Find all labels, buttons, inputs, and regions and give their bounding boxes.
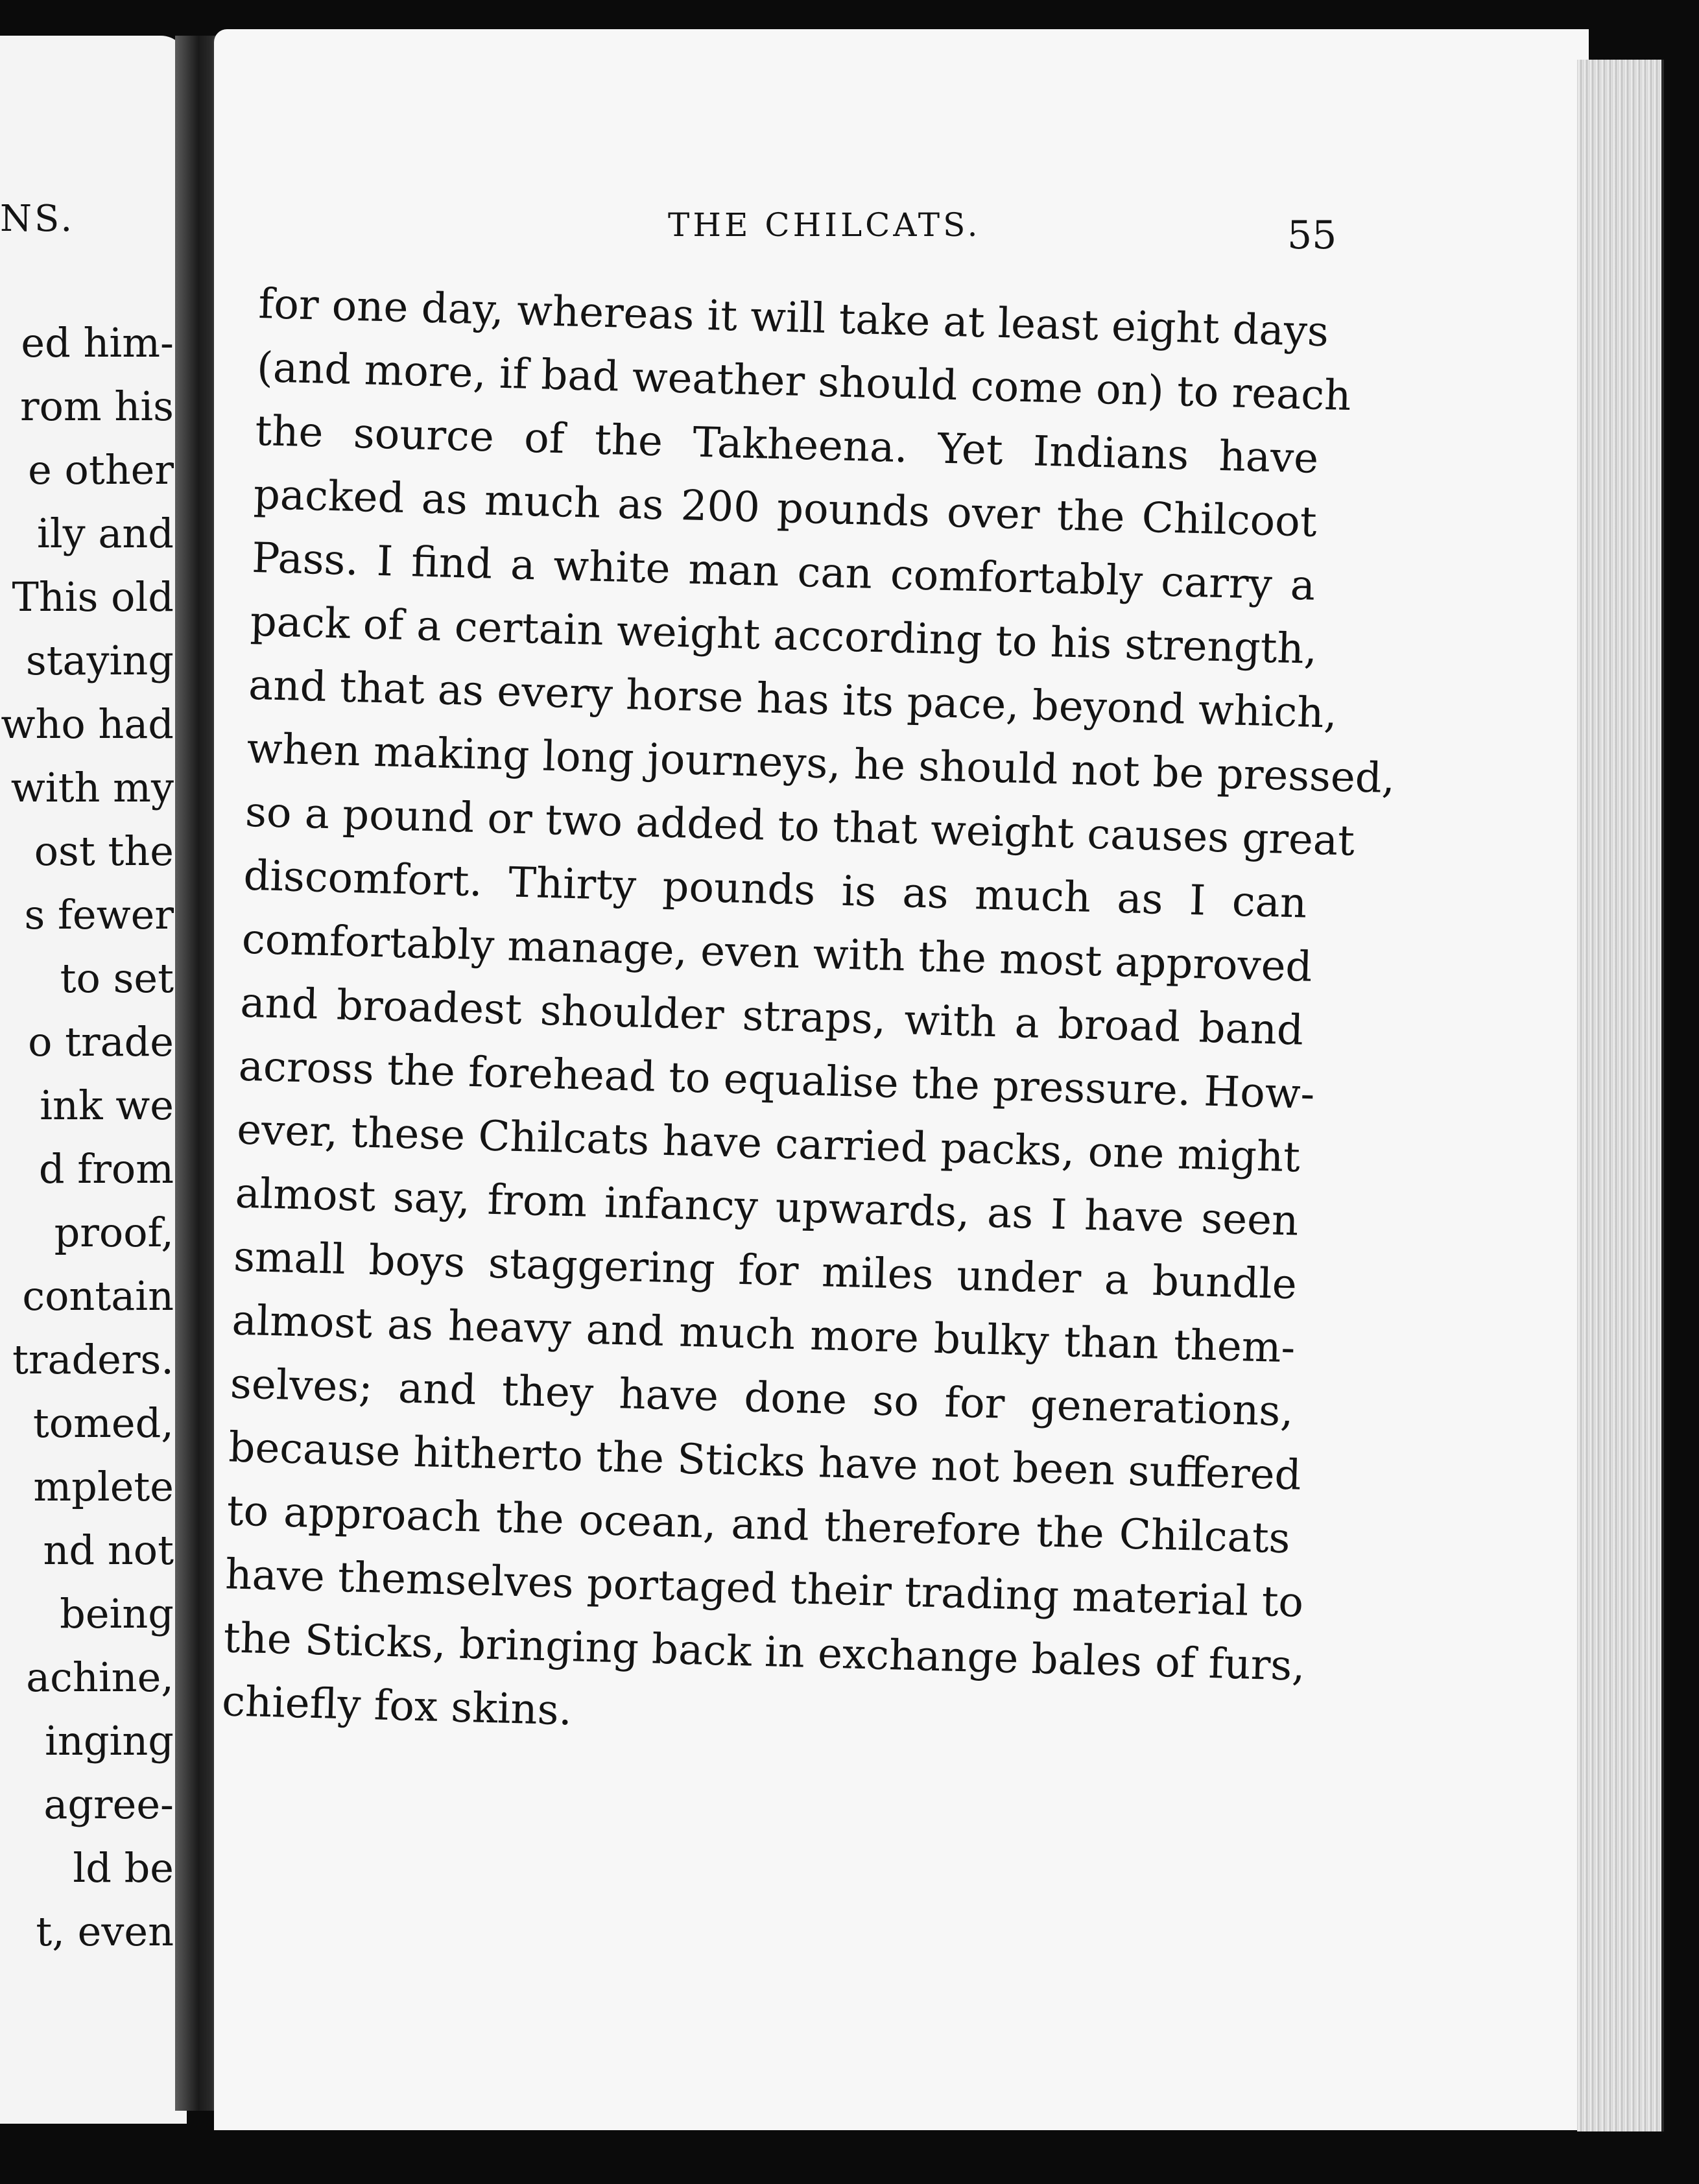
text-line: achine, <box>26 1654 174 1701</box>
text-line: when making long journeys, he should not be pressed, <box>246 724 1396 803</box>
text-line: ld be <box>73 1844 174 1892</box>
text-line: ever, these Chilcats have carried packs, one might <box>236 1106 1301 1182</box>
text-line: discomfort. Thirty pounds is as much as I can <box>243 851 1308 928</box>
text-line: to set <box>60 955 174 1002</box>
page-body-text <box>221 272 1396 1761</box>
text-line: staying <box>25 637 174 684</box>
page-fore-edge <box>1577 60 1664 2131</box>
text-line: o trade <box>28 1018 174 1065</box>
text-line: This old <box>12 573 174 621</box>
text-line: e other <box>28 446 174 493</box>
text-line: to approach the ocean, and therefore the Chilcats <box>226 1487 1291 1563</box>
text-line: the Sticks, bringing back in exchange bales of furs, <box>222 1614 1306 1691</box>
text-line: Pass. I find a white man can comfortably carry a <box>251 534 1316 610</box>
text-line: ily and <box>37 510 174 557</box>
text-line: rom his <box>19 383 174 430</box>
text-line: nd not <box>43 1526 174 1574</box>
text-line: s fewer <box>24 891 174 938</box>
text-line: and that as every horse has its pace, beyond which, <box>248 661 1338 738</box>
text-line: almost say, from infancy upwards, as I have seen <box>234 1169 1300 1246</box>
text-line: tomed, <box>32 1399 174 1447</box>
text-line: small boys staggering for miles under a bundle <box>233 1233 1298 1309</box>
text-line: inging <box>45 1717 174 1764</box>
text-line: ink we <box>40 1082 174 1129</box>
text-line: almost as heavy and much more bulky than them- <box>231 1296 1296 1373</box>
text-line: for one day, whereas it will take at least eight days <box>257 279 1329 357</box>
left-page-text <box>1 311 174 1964</box>
text-line: proof, <box>54 1209 174 1256</box>
text-line: who had <box>1 700 174 748</box>
text-line: contain <box>22 1272 174 1320</box>
text-line: (and more, if bad weather should come on) to reach <box>256 343 1352 421</box>
text-line: comfortably manage, even with the most approved <box>241 915 1313 991</box>
text-line: across the forehead to equalise the pressure. How- <box>237 1042 1316 1119</box>
text-line: mplete <box>33 1463 174 1510</box>
text-line: agree- <box>43 1781 174 1828</box>
text-line: chiefly fox skins. <box>221 1678 573 1735</box>
text-line: and broadest shoulder straps, with a broad band <box>239 979 1304 1055</box>
text-line: traders. <box>12 1336 174 1383</box>
text-line: with my <box>10 764 174 811</box>
text-line: selves; and they have done so for generations, <box>230 1360 1294 1436</box>
text-line: ed him- <box>21 319 174 366</box>
text-line: the source of the Takheena. Yet Indians have <box>254 407 1319 483</box>
running-title: THE CHILCATS. <box>668 206 981 244</box>
text-line: have themselves portaged their trading material to <box>224 1550 1304 1627</box>
page-number: 55 <box>1287 213 1337 258</box>
text-line: ost the <box>34 827 174 875</box>
text-line: pack of a certain weight according to his strength, <box>249 597 1318 674</box>
text-line: being <box>60 1590 174 1637</box>
text-line: so a pound or two added to that weight causes great <box>244 788 1355 866</box>
text-line: d from <box>38 1145 174 1193</box>
left-page-header: NS. <box>0 198 75 240</box>
text-line: packed as much as 200 pounds over the Chilcoot <box>253 470 1318 547</box>
left-facing-page <box>0 36 187 2124</box>
text-line: because hitherto the Sticks have not been suffered <box>228 1423 1302 1500</box>
text-line: t, even <box>36 1908 174 1955</box>
